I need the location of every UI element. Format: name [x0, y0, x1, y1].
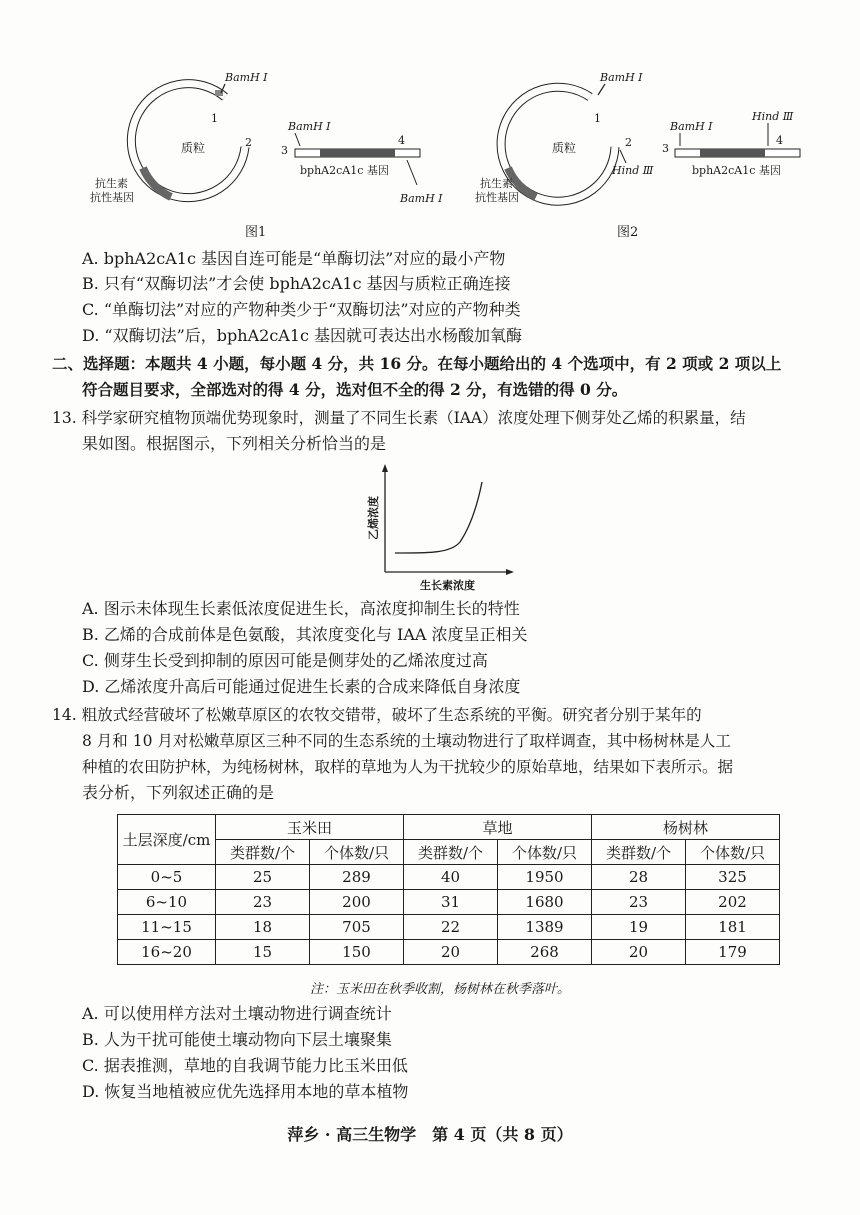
- fig1-gene-label: bphA2cA1c 基因: [300, 164, 389, 177]
- q14-stem-line-2: 8 月和 10 月对松嫩草原区三种不同的生态系统的土壤动物进行了取样调查，其中杨树林是人工: [82, 732, 731, 750]
- table-note: 注：玉米田在秋季收割，杨树林在秋季落叶。: [310, 982, 571, 997]
- table-cell: 16~20: [118, 940, 216, 965]
- fig2-gene-left-site: BamH Ⅰ: [670, 120, 713, 133]
- table-subheader: 个体数/只: [310, 840, 404, 865]
- q12-option-b: B. 只有“双酶切法”才会使 bphA2cA1c 基因与质粒正确连接: [82, 274, 511, 293]
- table-row: [118, 940, 780, 965]
- table-cell: 150: [310, 940, 404, 965]
- fig2-gene-label: bphA2cA1c 基因: [692, 164, 781, 177]
- table-subheader: 个体数/只: [686, 840, 780, 865]
- table-cell: 25: [216, 865, 310, 890]
- table-cell: 18: [216, 915, 310, 940]
- table-group-corn: 玉米田: [216, 815, 404, 840]
- table-cell: 22: [404, 915, 498, 940]
- table-cell: 268: [498, 940, 592, 965]
- fig1-resistance: 抗生素: [95, 177, 128, 190]
- fig1-num-4: 4: [398, 134, 405, 147]
- table-cell: 23: [216, 890, 310, 915]
- table-cell: 15: [216, 940, 310, 965]
- table-row: [118, 890, 780, 915]
- q14-option-c: C. 据表推测，草地的自我调节能力比玉米田低: [82, 1056, 408, 1075]
- fig2-plasmid-label: 质粒: [552, 141, 577, 155]
- table-cell: 1680: [498, 890, 592, 915]
- fig2-site-2: 2: [625, 136, 632, 149]
- q14-stem-line-3: 种植的农田防护林，为纯杨树林，取样的草地为人为干扰较少的原始草地，结果如下表所示。据: [82, 758, 734, 776]
- q13-chart: [355, 462, 515, 597]
- q13-option-c: C. 侧芽生长受到抑制的原因可能是侧芽处的乙烯浓度过高: [82, 651, 488, 670]
- table-cell: 20: [592, 940, 686, 965]
- q14-stem-line-4: 表分析，下列叙述正确的是: [82, 783, 275, 802]
- table-subheader: 类群数/个: [404, 840, 498, 865]
- q13-curve: [395, 482, 482, 553]
- fig2-bamh1-top: BamH Ⅰ: [600, 71, 643, 84]
- table-cell: 325: [686, 865, 780, 890]
- q12-option-a: A. bphA2cA1c 基因自连可能是“单酶切法”对应的最小产物: [82, 249, 506, 268]
- q12-option-c: C. “单酶切法”对应的产物种类少于“双酶切法”对应的产物种类: [82, 300, 521, 319]
- table-cell: 200: [310, 890, 404, 915]
- table-cell: 0~5: [118, 865, 216, 890]
- soil-animal-table: [117, 814, 780, 965]
- fig1-caption: 图1: [245, 225, 267, 240]
- table-cell: 19: [592, 915, 686, 940]
- fig1-plasmid-label: 质粒: [181, 141, 206, 155]
- section-2-line-2: 符合题目要求，全部选对的得 4 分，选对但不全的得 2 分，有选错的得 0 分。: [82, 380, 628, 399]
- fig2-caption: 图2: [617, 225, 639, 240]
- table-cell: 289: [310, 865, 404, 890]
- fig2-num-3: 3: [662, 142, 669, 155]
- q13-option-d: D. 乙烯浓度升高后可能通过促进生长素的合成来降低自身浓度: [82, 677, 521, 696]
- fig2-resistance-2: 抗性基因: [475, 191, 519, 204]
- table-cell: 28: [592, 865, 686, 890]
- figure-2: [475, 60, 810, 240]
- table-subheader: 个体数/只: [498, 840, 592, 865]
- table-cell: 1389: [498, 915, 592, 940]
- q13-xlabel: 生长素浓度: [420, 579, 475, 592]
- table-cell: 181: [686, 915, 780, 940]
- fig2-hind-plasmid: Hind Ⅲ: [612, 164, 654, 177]
- page-footer: 萍乡 · 高三生物学 第 4 页（共 8 页）: [287, 1125, 573, 1144]
- fig1-gene-right-site: BamH Ⅰ: [400, 192, 443, 205]
- fig2-num-4: 4: [776, 134, 783, 147]
- table-cell: 11~15: [118, 915, 216, 940]
- table-cell: 40: [404, 865, 498, 890]
- fig1-site-2: 2: [245, 136, 252, 149]
- fig1-gene-left-site: BamH Ⅰ: [288, 120, 331, 133]
- figure-1: [90, 60, 443, 240]
- q12-option-d: D. “双酶切法”后，bphA2cA1c 基因就可表达出水杨酸加氧酶: [82, 326, 523, 345]
- table-cell: 179: [686, 940, 780, 965]
- section-2-line-1: 二、选择题：本题共 4 小题，每小题 4 分，共 16 分。在每小题给出的 4 个选项中，有 2 项或 2 项以上: [52, 354, 782, 373]
- fig1-resistance-2: 抗性基因: [90, 191, 134, 204]
- table-subheader: 类群数/个: [216, 840, 310, 865]
- fig1-bamh1-top: BamH Ⅰ: [225, 71, 268, 84]
- fig1-site-1: 1: [211, 112, 218, 125]
- q14-option-d: D. 恢复当地植被应优先选择用本地的草本植物: [82, 1082, 409, 1101]
- table-row: [118, 865, 780, 890]
- table-subheader: 类群数/个: [592, 840, 686, 865]
- table-cell: 202: [686, 890, 780, 915]
- q14-stem-line-1: 14. 粗放式经营破坏了松嫩草原区的农牧交错带，破坏了生态系统的平衡。研究者分别于某年的: [52, 706, 702, 724]
- q13-option-a: A. 图示未体现生长素低浓度促进生长，高浓度抑制生长的特性: [82, 599, 520, 618]
- table-group-poplar: 杨树林: [592, 815, 780, 840]
- table-cell: 31: [404, 890, 498, 915]
- table-cell: 6~10: [118, 890, 216, 915]
- table-cell: 1950: [498, 865, 592, 890]
- table-depth-header: 土层深度/cm: [118, 815, 216, 865]
- q14-option-a: A. 可以使用样方法对土壤动物进行调查统计: [82, 1004, 392, 1023]
- fig1-num-3: 3: [281, 144, 288, 157]
- table-cell: 705: [310, 915, 404, 940]
- fig2-resistance: 抗生素: [480, 177, 513, 190]
- table-group-grass: 草地: [404, 815, 592, 840]
- fig2-site-1: 1: [594, 112, 601, 125]
- q13-stem-line-2: 果如图。根据图示，下列相关分析恰当的是: [82, 434, 387, 453]
- table-cell: 23: [592, 890, 686, 915]
- q13-option-b: B. 乙烯的合成前体是色氨酸，其浓度变化与 IAA 浓度呈正相关: [82, 625, 528, 644]
- table-cell: 20: [404, 940, 498, 965]
- q13-ylabel: 乙烯浓度: [367, 496, 380, 540]
- q14-option-b: B. 人为干扰可能使土壤动物向下层土壤聚集: [82, 1030, 392, 1049]
- q13-stem-line-1: 13. 科学家研究植物顶端优势现象时，测量了不同生长素（IAA）浓度处理下侧芽处乙烯的积累量，结: [52, 409, 746, 427]
- table-row: [118, 915, 780, 940]
- fig2-gene-right-site: Hind Ⅲ: [752, 110, 794, 123]
